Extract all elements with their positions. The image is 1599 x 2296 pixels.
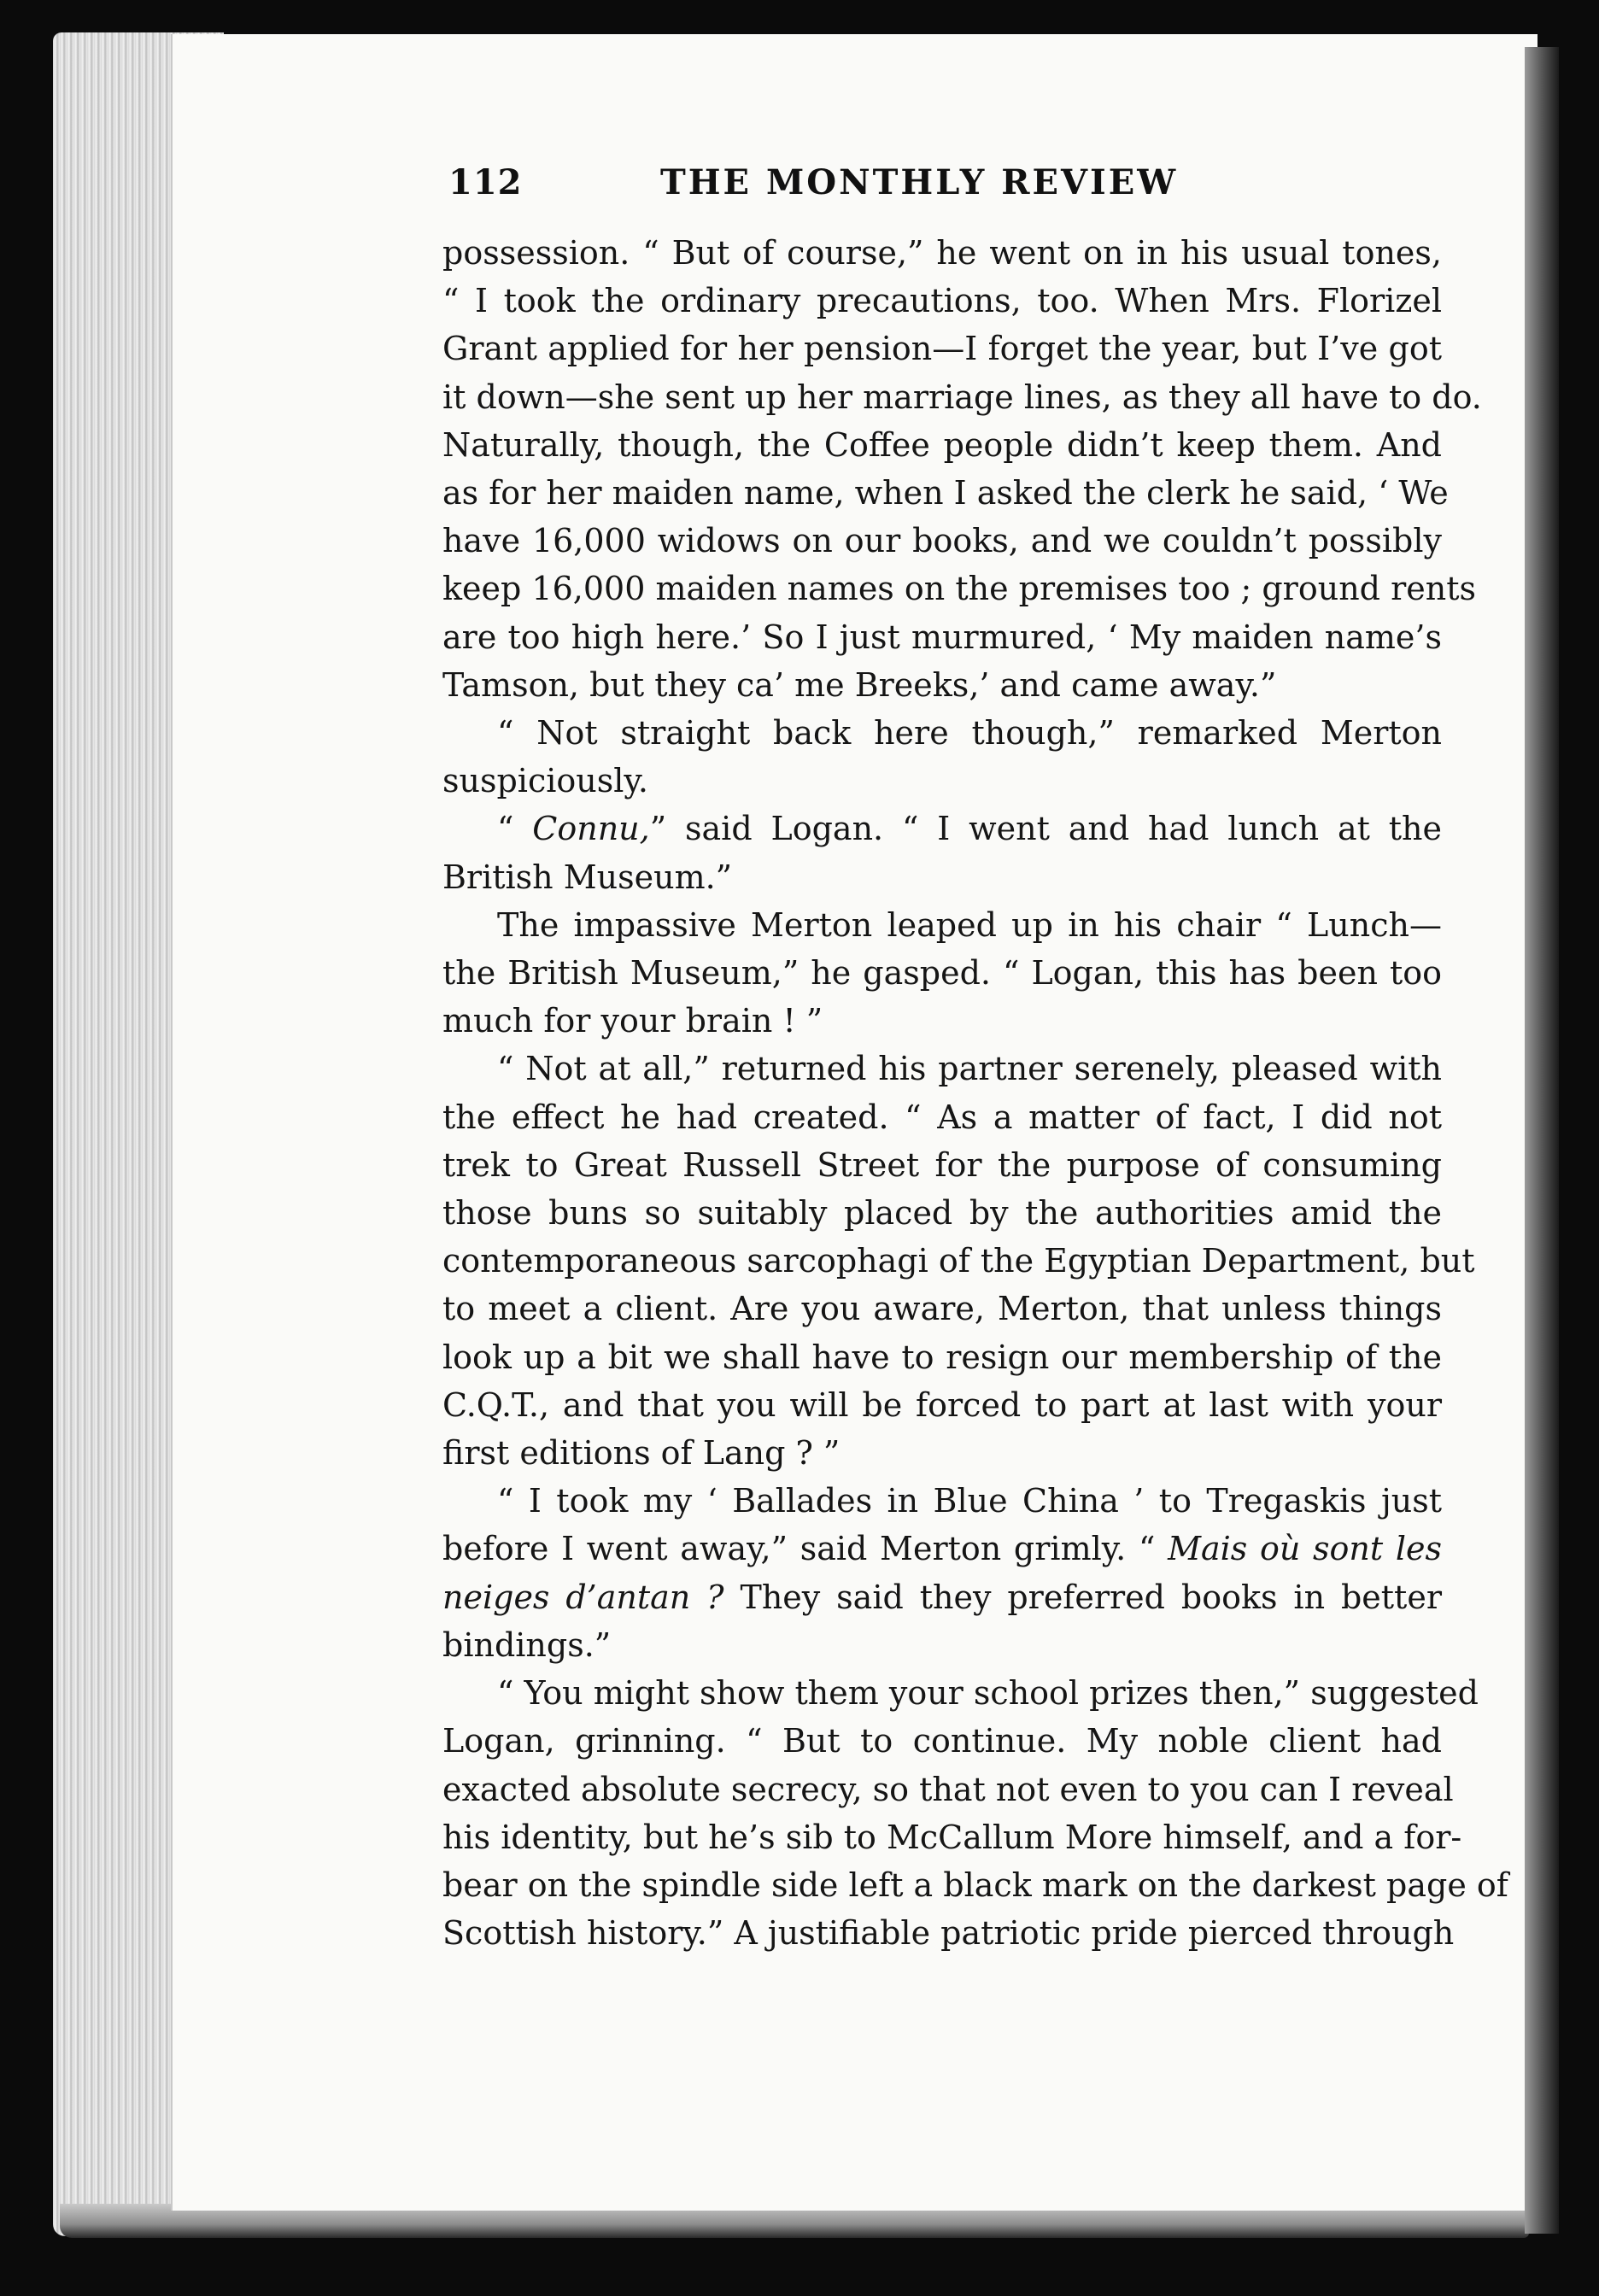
text-line: British Museum.”	[442, 858, 733, 896]
text-line: before I went away,” said Merton grimly. “ Mais où sont les	[442, 1530, 1442, 1568]
text-line: possession. “ But of course,” he went on in his usual tones,	[442, 234, 1442, 272]
text-line: “ I took the ordinary precautions, too. When Mrs. Florizel	[442, 282, 1442, 320]
text-line: it down—she sent up her marriage lines, as they all have to do.	[442, 378, 1482, 416]
text-line: the British Museum,” he gasped. “ Logan, this has been too	[442, 954, 1442, 993]
text-line: Grant applied for her pension—I forget the year, but I’ve got	[442, 330, 1442, 368]
text-line: Logan, grinning. “ But to continue. My noble client had	[442, 1722, 1442, 1760]
text-line: as for her maiden name, when I asked the clerk he said, ‘ We	[442, 474, 1449, 512]
page-header	[448, 162, 1439, 214]
text-line: exacted absolute secrecy, so that not even to you can I reveal	[442, 1770, 1454, 1808]
text-line: to meet a client. Are you aware, Merton, that unless things	[442, 1290, 1442, 1328]
text-line: keep 16,000 maiden names on the premises too ; ground rents	[442, 570, 1476, 608]
page-number: 112	[448, 162, 523, 202]
text-line: “ You might show them your school prizes then,” suggested	[497, 1674, 1479, 1713]
text-line: Naturally, though, the Coffee people didn’t keep them. And	[442, 425, 1442, 464]
text-line: neiges d’antan ? They said they preferred books in better	[442, 1578, 1442, 1616]
text-line: have 16,000 widows on our books, and we couldn’t possibly	[442, 522, 1442, 560]
running-head: THE MONTHLY REVIEW	[660, 162, 1179, 202]
text-line: Tamson, but they ca’ me Breeks,’ and came away.”	[442, 665, 1277, 704]
body-text	[442, 229, 1508, 1957]
text-line: the effect he had created. “ As a matter of fact, I did not	[442, 1098, 1442, 1136]
text-line: “ Not straight back here though,” remarked Merton	[497, 714, 1442, 753]
text-line: bindings.”	[442, 1625, 612, 1664]
text-line: his identity, but he’s sib to McCallum More himself, and a for-	[442, 1818, 1462, 1856]
text-line: look up a bit we shall have to resign our membership of the	[442, 1338, 1442, 1376]
text-line: The impassive Merton leaped up in his chair “ Lunch—	[497, 905, 1442, 944]
text-line: first editions of Lang ? ”	[442, 1434, 840, 1473]
text-line: “ Connu,” said Logan. “ I went and had lunch at the	[497, 810, 1442, 848]
text-line: are too high here.’ So I just murmured, ‘ My maiden name’s	[442, 618, 1442, 656]
text-line: C.Q.T., and that you will be forced to part at last with your	[442, 1385, 1442, 1424]
text-line: “ Not at all,” returned his partner serenely, pleased with	[497, 1050, 1442, 1088]
text-line: Scottish history.” A justifiable patriotic pride pierced through	[442, 1914, 1455, 1953]
text-line: those buns so suitably placed by the authorities amid the	[442, 1194, 1442, 1233]
text-line: bear on the spindle side left a black mark on the darkest page of	[442, 1866, 1508, 1904]
gutter-shadow	[1525, 47, 1559, 2234]
text-line: contemporaneous sarcophagi of the Egyptian Department, but	[442, 1242, 1475, 1280]
text-line: much for your brain ! ”	[442, 1002, 823, 1040]
text-line: trek to Great Russell Street for the purpose of consuming	[442, 1145, 1442, 1184]
text-line: suspiciously.	[442, 762, 648, 800]
text-line: “ I took my ‘ Ballades in Blue China ’ to Tregaskis just	[497, 1482, 1442, 1520]
